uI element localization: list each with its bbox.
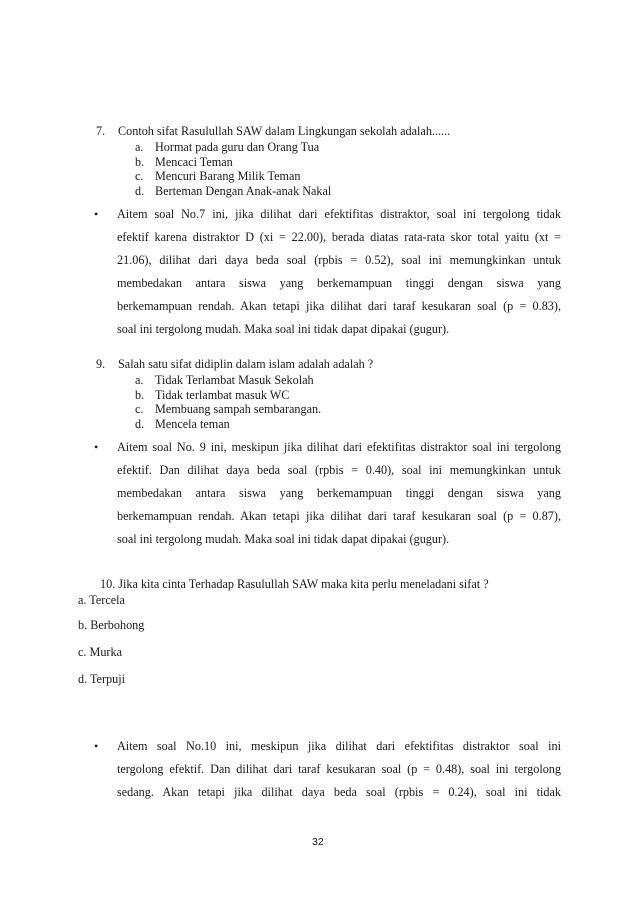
bullet-point: • [94,440,99,454]
paragraph-line: membedakan antara siswa yang berkemampuan tinggi dengan siswa yang [117,486,561,500]
option-list [135,373,321,431]
paragraph-line: 21.06), dilihat dari daya beda soal (rpbis = 0.52), soal ini memungkinkan untuk [117,253,561,267]
option-letter: b. [135,387,145,402]
paragraph-line: sedang. Akan tetapi jika dilihat daya beda soal (rpbis = 0.24), soal ini tidak [117,785,561,799]
bullet-point: • [94,739,99,753]
paragraph-line: membedakan antara siswa yang berkemampuan tinggi dengan siswa yang [117,276,561,290]
option-item [135,140,331,155]
option-item: a. Tercela [78,593,125,607]
option-letter: a. [135,140,144,154]
question-7 [96,124,450,139]
question-text: Salah satu sifat didiplin dalam islam adalah adalah ? [118,357,374,371]
option-letter: c. [135,169,144,183]
option-list [135,140,331,198]
question-number: 9. [96,357,106,371]
analysis-paragraph-q10 [117,735,561,804]
option-item [135,388,321,403]
paragraph-line: berkemampuan rendah. Akan tetapi jika dilihat dari taraf kesukaran soal (p = 0.87), [117,509,561,523]
option-text: Tidak Terlambat Masuk Sekolah [155,373,314,387]
option-letter: b. [135,154,145,169]
paragraph-line: soal ini tergolong mudah. Maka soal ini tidak dapat dipakai (gugur). [117,322,450,336]
paragraph-line: soal ini tergolong mudah. Maka soal ini tidak dapat dipakai (gugur). [117,532,450,546]
option-item: b. Berbohong [78,618,145,632]
option-item [135,373,321,388]
option-item [135,155,331,170]
paragraph-line: berkemampuan rendah. Akan tetapi jika dilihat dari taraf kesukaran soal (p = 0.83), [117,299,561,313]
option-text: Tidak terlambat masuk WC [155,387,290,402]
bullet-point: • [94,207,99,221]
option-text: Hormat pada guru dan Orang Tua [155,140,320,154]
paragraph-line: Aitem soal No.10 ini, meskipun jika dilihat dari efektifitas distraktor soal ini [117,739,561,753]
option-item: d. Terpuji [78,672,125,686]
option-text: Mencela teman [155,416,230,431]
paragraph-line: efektif. Dan dilihat daya beda soal (rpbis = 0.40), soal ini memungkinkan untuk [117,463,561,477]
option-letter: a. [135,373,144,387]
question-10: 10. Jika kita cinta Terhadap Rasulullah SAW maka kita perlu meneladani sifat ? [100,577,489,591]
option-item [135,184,331,199]
paragraph-line: Aitem soal No.7 ini, jika dilihat dari efektifitas distraktor, soal ini tergolong tidak [117,207,561,221]
option-item [135,169,331,184]
paragraph-line: tergolong efektif. Dan dilihat dari taraf kesukaran soal (p = 0.48), soal ini tergolong [117,762,561,776]
paragraph-line: Aitem soal No. 9 ini, meskipun jika dilihat dari efektifitas distraktor soal ini tergolong [117,440,561,454]
question-9 [96,357,373,372]
option-text: Berteman Dengan Anak-anak Nakal [155,183,332,198]
analysis-paragraph-q9 [117,436,561,551]
option-item [135,402,321,417]
paragraph-line: efektif karena distraktor D (xi = 22.00), berada diatas rata-rata skor total yaitu (xt = [117,230,561,244]
option-text: Membuang sampah sembarangan. [155,402,322,416]
question-text: Contoh sifat Rasulullah SAW dalam Lingkungan sekolah adalah...... [118,124,451,138]
option-item [135,417,321,432]
page-number: 32 [312,836,324,848]
option-text: Mencuri Barang Milik Teman [155,169,301,183]
question-number: 7. [96,124,106,138]
option-text: Mencaci Teman [155,154,233,169]
option-letter: d. [135,183,145,198]
option-letter: d. [135,416,145,431]
option-item: c. Murka [78,645,122,659]
option-letter: c. [135,402,144,416]
analysis-paragraph-q7 [117,203,561,341]
